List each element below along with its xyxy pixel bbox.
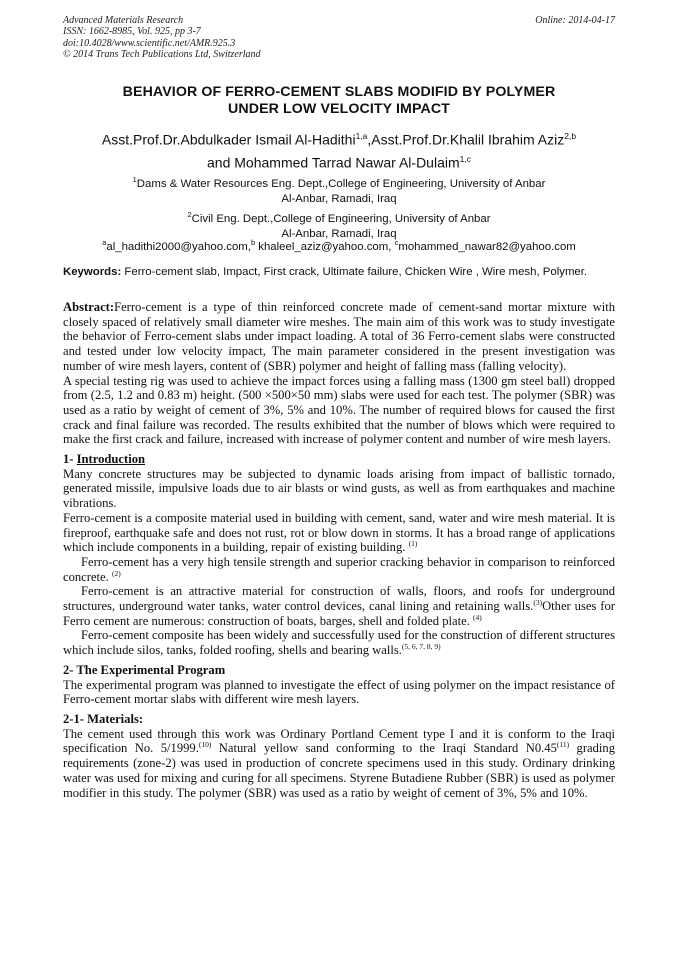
ref-3: (3): [533, 597, 543, 607]
intro-paragraph-5-text: Ferro-cement composite has been widely and successfully used for the construction of different structures which include silos, tanks, folded roofing, shells and bearing walls.: [63, 628, 615, 658]
intro-paragraph-2: [63, 511, 615, 555]
online-date: Online: 2014-04-17: [535, 15, 615, 26]
intro-number: 1-: [63, 452, 77, 467]
section-2-1-text-a: The cement used through this work was Ordinary Portland Cement type I and it is conform to the Iraqi specification No. 5/1999.: [63, 726, 615, 756]
email-a-marker: a: [102, 238, 107, 247]
affiliation-2-line-2: Al-Anbar, Ramadi, Iraq: [281, 227, 397, 240]
affiliation-1-line-2: Al-Anbar, Ramadi, Iraq: [281, 192, 397, 205]
author-3: and Mohammed Tarrad Nawar Al-Dulaim: [207, 154, 460, 171]
keywords: [63, 265, 615, 280]
title-line-2: UNDER LOW VELOCITY IMPACT: [228, 101, 450, 117]
author-emails: [63, 236, 615, 254]
section-2-heading: 2- The Experimental Program: [63, 662, 226, 677]
affiliation-1: [63, 172, 615, 192]
intro-heading-text: Introduction: [76, 452, 145, 467]
affiliation-2-marker: 2: [187, 209, 192, 219]
ref-1: (1): [408, 539, 418, 549]
abstract-label: Abstract:: [63, 300, 115, 314]
intro-paragraph-4: [63, 584, 615, 628]
keywords-label: Keywords:: [63, 266, 122, 278]
journal-doi: doi:10.4028/www.scientific.net/AMR.925.3: [63, 37, 236, 49]
author-2-marker: 2,b: [564, 131, 577, 141]
email-a: al_hadithi2000@yahoo.com,: [106, 240, 251, 253]
affiliation-2: [63, 207, 615, 227]
author-2: ,Asst.Prof.Dr.Khalil Ibrahim Aziz: [367, 131, 565, 148]
ref-11: (11): [556, 740, 570, 750]
journal-issn: ISSN: 1662-8985, Vol. 925, pp 3-7: [63, 26, 201, 38]
intro-paragraph-1: Many concrete structures may be subjected to dynamic loads arising from impact of ballistic tornado, generated missile, impulsive loads due to air blasts or wind gusts, as well as from earthquakes and machine vibrations.: [63, 466, 615, 511]
ref-5-9: (5, 6, 7, 8, 9): [401, 641, 441, 651]
journal-name: Advanced Materials Research: [63, 15, 184, 26]
email-c-marker: c: [394, 238, 399, 247]
paper-body: [63, 300, 615, 800]
section-2-1-text-c: grading requirements (zone-2) was used in production of concrete specimens used in this study. Ordinary drinking water was used for mixing and curing for all specimens. Styrene Butadiene Rubber (SBR) is used as polymer modifier in this study. The polymer (SBR) was used as a ratio by weight of cement of 3%, 5% and 10%.: [63, 741, 616, 800]
author-list: [55, 127, 623, 172]
author-3-marker: 1,c: [459, 153, 471, 164]
ref-10: (10): [198, 740, 212, 750]
author-1-marker: 1,a: [355, 131, 368, 141]
affiliation-2-line-1: Civil Eng. Dept.,College of Engineering, University of Anbar: [191, 212, 491, 225]
section-2-1-heading: 2-1- Materials:: [63, 711, 144, 726]
ref-2: (2): [111, 568, 121, 578]
intro-paragraph-5: [63, 628, 615, 657]
email-b: khaleel_aziz@yahoo.com,: [255, 240, 395, 253]
intro-heading: [63, 452, 615, 467]
affiliation-1-marker: 1: [132, 175, 137, 184]
section-2-1-text-b: Natural yellow sand conforming to the Iraqi Standard N0.45: [211, 741, 557, 756]
paper-title: [63, 84, 615, 118]
abstract-paragraph-1: [63, 300, 615, 374]
abstract-text-1: Ferro-cement is a type of thin reinforced concrete made of cement-sand mortar mixture with closely spaced of relatively small diameter wire meshes. The main aim of this work was to study investigate the behavior of Ferro-cement slabs under impact loading. A total of 36 Ferro-cement slabs were constructed and tested under low velocity impact, The main parameter considered in the present investigation was number of wire mesh layers, content of (SBR) polymer and height of falling mass (falling velocity).: [63, 300, 615, 373]
email-c: mohammed_nawar82@yahoo.com: [398, 240, 576, 253]
keywords-text: Ferro-cement slab, Impact, First crack, Ultimate failure, Chicken Wire , Wire mesh, Polymer.: [121, 266, 588, 278]
intro-paragraph-2-text: Ferro-cement is a composite material used in building with cement, sand, water and wire mesh material. It is fireproof, earthquake safe and does not rust, rot or blow down in storms. It has a broad range of applications which include components in a building, repair of existing building.: [63, 510, 615, 555]
section-2-paragraph: The experimental program was planned to investigate the effect of using polymer on the impact resistance of Ferro-cement mortar slabs with different wire mesh layers.: [63, 677, 615, 707]
abstract-paragraph-2: A special testing rig was used to achieve the impact forces using a falling mass (1300 gm steel ball) dropped from (2.5, 1.2 and 0.83 m) height. (500 ×500×50 mm) slabs were used for each test. The polymer (SBR) was used as a ratio by weight of cement of 3%, 5% and 10%. The number of required blows for caused the first crack and final failure was recorded. The results exhibited that the number of blows which were required to make the first crack and failure, increased with increase of polymer content and number of wire mesh layers.: [63, 373, 615, 447]
ref-4: (4): [473, 612, 482, 622]
affiliations: [63, 172, 615, 242]
author-1: Asst.Prof.Dr.Abdulkader Ismail Al-Hadithi: [101, 131, 356, 148]
email-b-marker: b: [250, 238, 256, 247]
section-2-1-paragraph: [63, 727, 615, 801]
title-line-1: BEHAVIOR OF FERRO-CEMENT SLABS MODIFID BY POLYMER: [122, 84, 556, 100]
intro-paragraph-4-text-b: Other uses for Ferro cement are numerous: construction of boats, barges, shell and folded plate.: [63, 599, 615, 628]
journal-header: [63, 15, 615, 61]
intro-paragraph-3: [63, 555, 615, 584]
journal-copyright: © 2014 Trans Tech Publications Ltd, Switzerland: [63, 49, 261, 61]
affiliation-1-line-1: Dams & Water Resources Eng. Dept.,College of Engineering, University of Anbar: [136, 177, 546, 190]
intro-paragraph-4-text: Ferro-cement is an attractive material for construction of walls, floors, and roofs for underground structures, underground water tanks, water control devices, canal lining and retaining walls.: [63, 584, 615, 614]
intro-paragraph-3-text: Ferro-cement has a very high tensile strength and superior cracking behavior in comparison to reinforced concrete.: [63, 554, 615, 584]
